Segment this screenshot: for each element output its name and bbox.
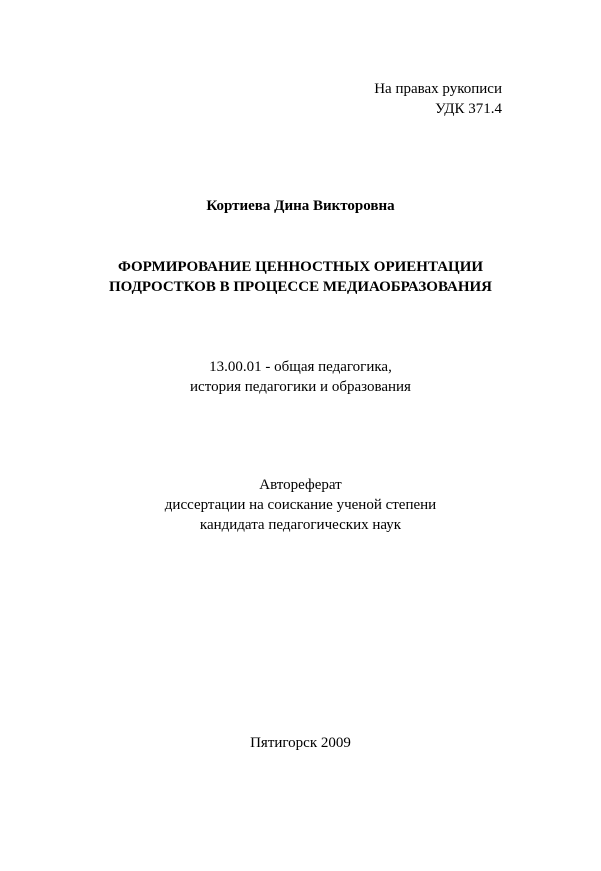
specialty-block [0, 357, 601, 397]
specialty-line-2: история педагогики и образования [190, 379, 411, 395]
specialty-line-1: 13.00.01 - общая педагогика, [209, 359, 392, 375]
title-line-1: ФОРМИРОВАНИЕ ЦЕННОСТНЫХ ОРИЕНТАЦИИ [117, 259, 484, 275]
udc-code: УДК 371.4 [435, 101, 502, 117]
abstract-line-1: Автореферат [259, 477, 342, 493]
city-year: Пятигорск 2009 [250, 735, 351, 751]
title-line-2: ПОДРОСТКОВ В ПРОЦЕССЕ МЕДИАОБРАЗОВАНИЯ [108, 279, 493, 295]
abstract-line-2: диссертации на соискание ученой степени [164, 497, 437, 513]
abstract-line-3: кандидата педагогических наук [199, 517, 402, 533]
place-and-year [0, 733, 601, 753]
dissertation-title [0, 257, 601, 297]
abstract-description [0, 475, 601, 535]
author-name-block [0, 196, 601, 216]
author-name: Кортиева Дина Викторовна [206, 198, 395, 214]
manuscript-rights-block [374, 79, 502, 119]
rights-notice: На правах рукописи [374, 81, 502, 97]
